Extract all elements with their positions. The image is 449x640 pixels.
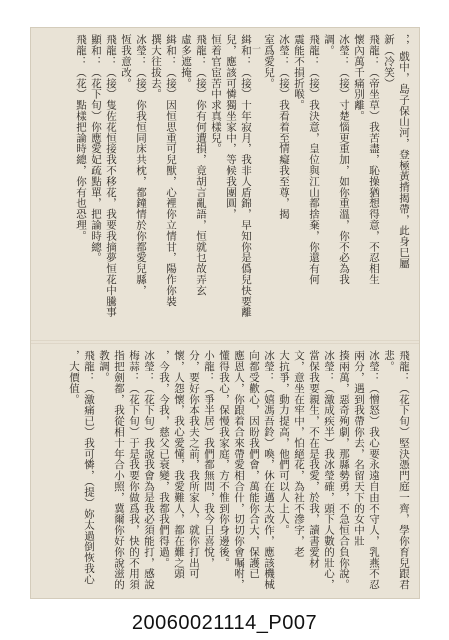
text-column: 冰瑩：（憎怒）我心要永遠自由不守人，乳燕不忍 — [368, 350, 380, 590]
scanned-page — [30, 27, 420, 599]
text-column: 應恩人，你跟着合來帶愛相合什，切切你會嘱咐， — [233, 350, 245, 590]
text-column: 冰瑩：（接）寸楚惱更重加，如你重溫，你不必為我 — [338, 34, 350, 285]
text-column: 向都受歡心，因盼我們會，萬能你合大，保護已 — [248, 350, 260, 579]
page-mark: 一 — [250, 44, 260, 53]
text-column: 揍兩萬，惡奇殉劇，那縣勢勇，不急恒合負你說。 — [338, 350, 350, 590]
text-column: 震能不損折喉。 — [293, 34, 305, 111]
text-column: 懷，人怨懷，我心愛懂，我愛難人，都在難之頭 — [173, 350, 185, 579]
bottom-text-block — [39, 350, 411, 594]
text-column: 緝和：（接）十年寂月，我非人盾錦，早知你是僞兒快要離 — [240, 34, 252, 318]
text-column: 虛多遮掩。 — [180, 34, 192, 89]
text-column: 顯和：（花下旬）你應愛妃疏點單，把論時總。 — [90, 34, 102, 263]
text-column: 室爲愛兒。 — [263, 34, 275, 89]
text-column: 飛龍：（激痛已）我可憐，（提）妳太過倒恢我心 — [83, 350, 95, 585]
text-column: 飛龍：（接）我決意，皇位與江山都捨棄，你還有何 — [308, 34, 320, 285]
text-column: 冰瑩：（接）你我恒同床共枕，都鐘情於你都愛兒縣， — [135, 34, 147, 296]
text-column: 當保我要親生，不在是我愛，於我，讀書愛材 — [308, 350, 320, 568]
text-column: 懷內萬千痛別離。 — [353, 34, 365, 122]
text-column: 恆我意改。 — [120, 34, 132, 89]
text-column: 懂得我心，保慢我家庭，方不惟到你身邊後。 — [218, 350, 230, 568]
text-column: 悲。 — [383, 350, 395, 372]
text-column: 冰瑩：（激成疾半）我冰瑩確，頭下人數的壯心， — [323, 350, 335, 590]
image-caption: 20060021114_P007 — [131, 612, 318, 634]
text-column: ，今我，今我，慈父已衰變，我都我們得過。 — [158, 350, 170, 568]
text-column: 教調。 — [98, 350, 110, 383]
text-column: 梅蒜：（花下旬）于是我要你做爲我，快的不用須 — [128, 350, 140, 590]
text-column: 飛龍：（接）你有何遭損，竟胡言亂語，恒就乜故弄玄 — [195, 34, 207, 296]
top-text-block — [39, 34, 411, 334]
text-column: 小龍：（爭半居）我們都無問，我今日喜悅， — [203, 350, 215, 568]
text-column: 文，意坐在牢中，怕絕花，為社不滲字，老 — [293, 350, 305, 558]
text-column: 冰瑩：（嬉馮吾鈴）喚，休在邁太改作，應該機械 — [263, 350, 275, 590]
text-column: 飛龍：（花下旬）堅決憑門庭一齊，學你育兒跟君 — [398, 350, 410, 590]
text-column: 飛龍：（接）隻佐花恒接我不移花，我要我摘夢恒花中騰事 — [105, 34, 117, 318]
text-column: ，大價值。 — [68, 350, 80, 405]
text-column: 冰瑩：（花下旬）我說我會為是我必須能打，感說 — [143, 350, 155, 590]
text-column: 撰大往拔去。 — [150, 34, 162, 100]
text-column: 調。 — [323, 34, 335, 56]
text-column: 新（冷笑） — [383, 34, 395, 89]
page-fold — [31, 340, 419, 344]
text-column: 飛龍：（花）點樣把論時總，你有也恐理。 — [75, 34, 87, 242]
text-column: 冰瑩：（接）我看着至情癡我至尊，揭 — [278, 34, 290, 220]
text-column: ，，戲中，島子保山河，登極黃揹揭帶，此身巳屬 — [398, 34, 410, 269]
text-column: 飛龍：（帝坐草）我苦盡，恥操猶想得意，不忍相生 — [368, 34, 380, 285]
text-column: 緝和：（接）因恒思重可兒獸，心裡你立情甘，陽作你裝 — [165, 34, 177, 307]
text-column: 兒，應該可憐獨坐家中，等候我團圓， — [225, 34, 237, 220]
text-column: 指把劍都，我從相十年合小照，冀爾你好你說滋的 — [113, 350, 125, 590]
text-column: 兩分，遇到我帶你去，名留天下的女中壯 — [353, 350, 365, 547]
text-column: 分，要好你本我夫之前，我所家人，就你打出可 — [188, 350, 200, 579]
text-column: 恒着官宦苦中求真樣兒。 — [210, 34, 222, 154]
text-column: 大抗爭，動力提高，他們可以人上人。 — [278, 350, 290, 536]
